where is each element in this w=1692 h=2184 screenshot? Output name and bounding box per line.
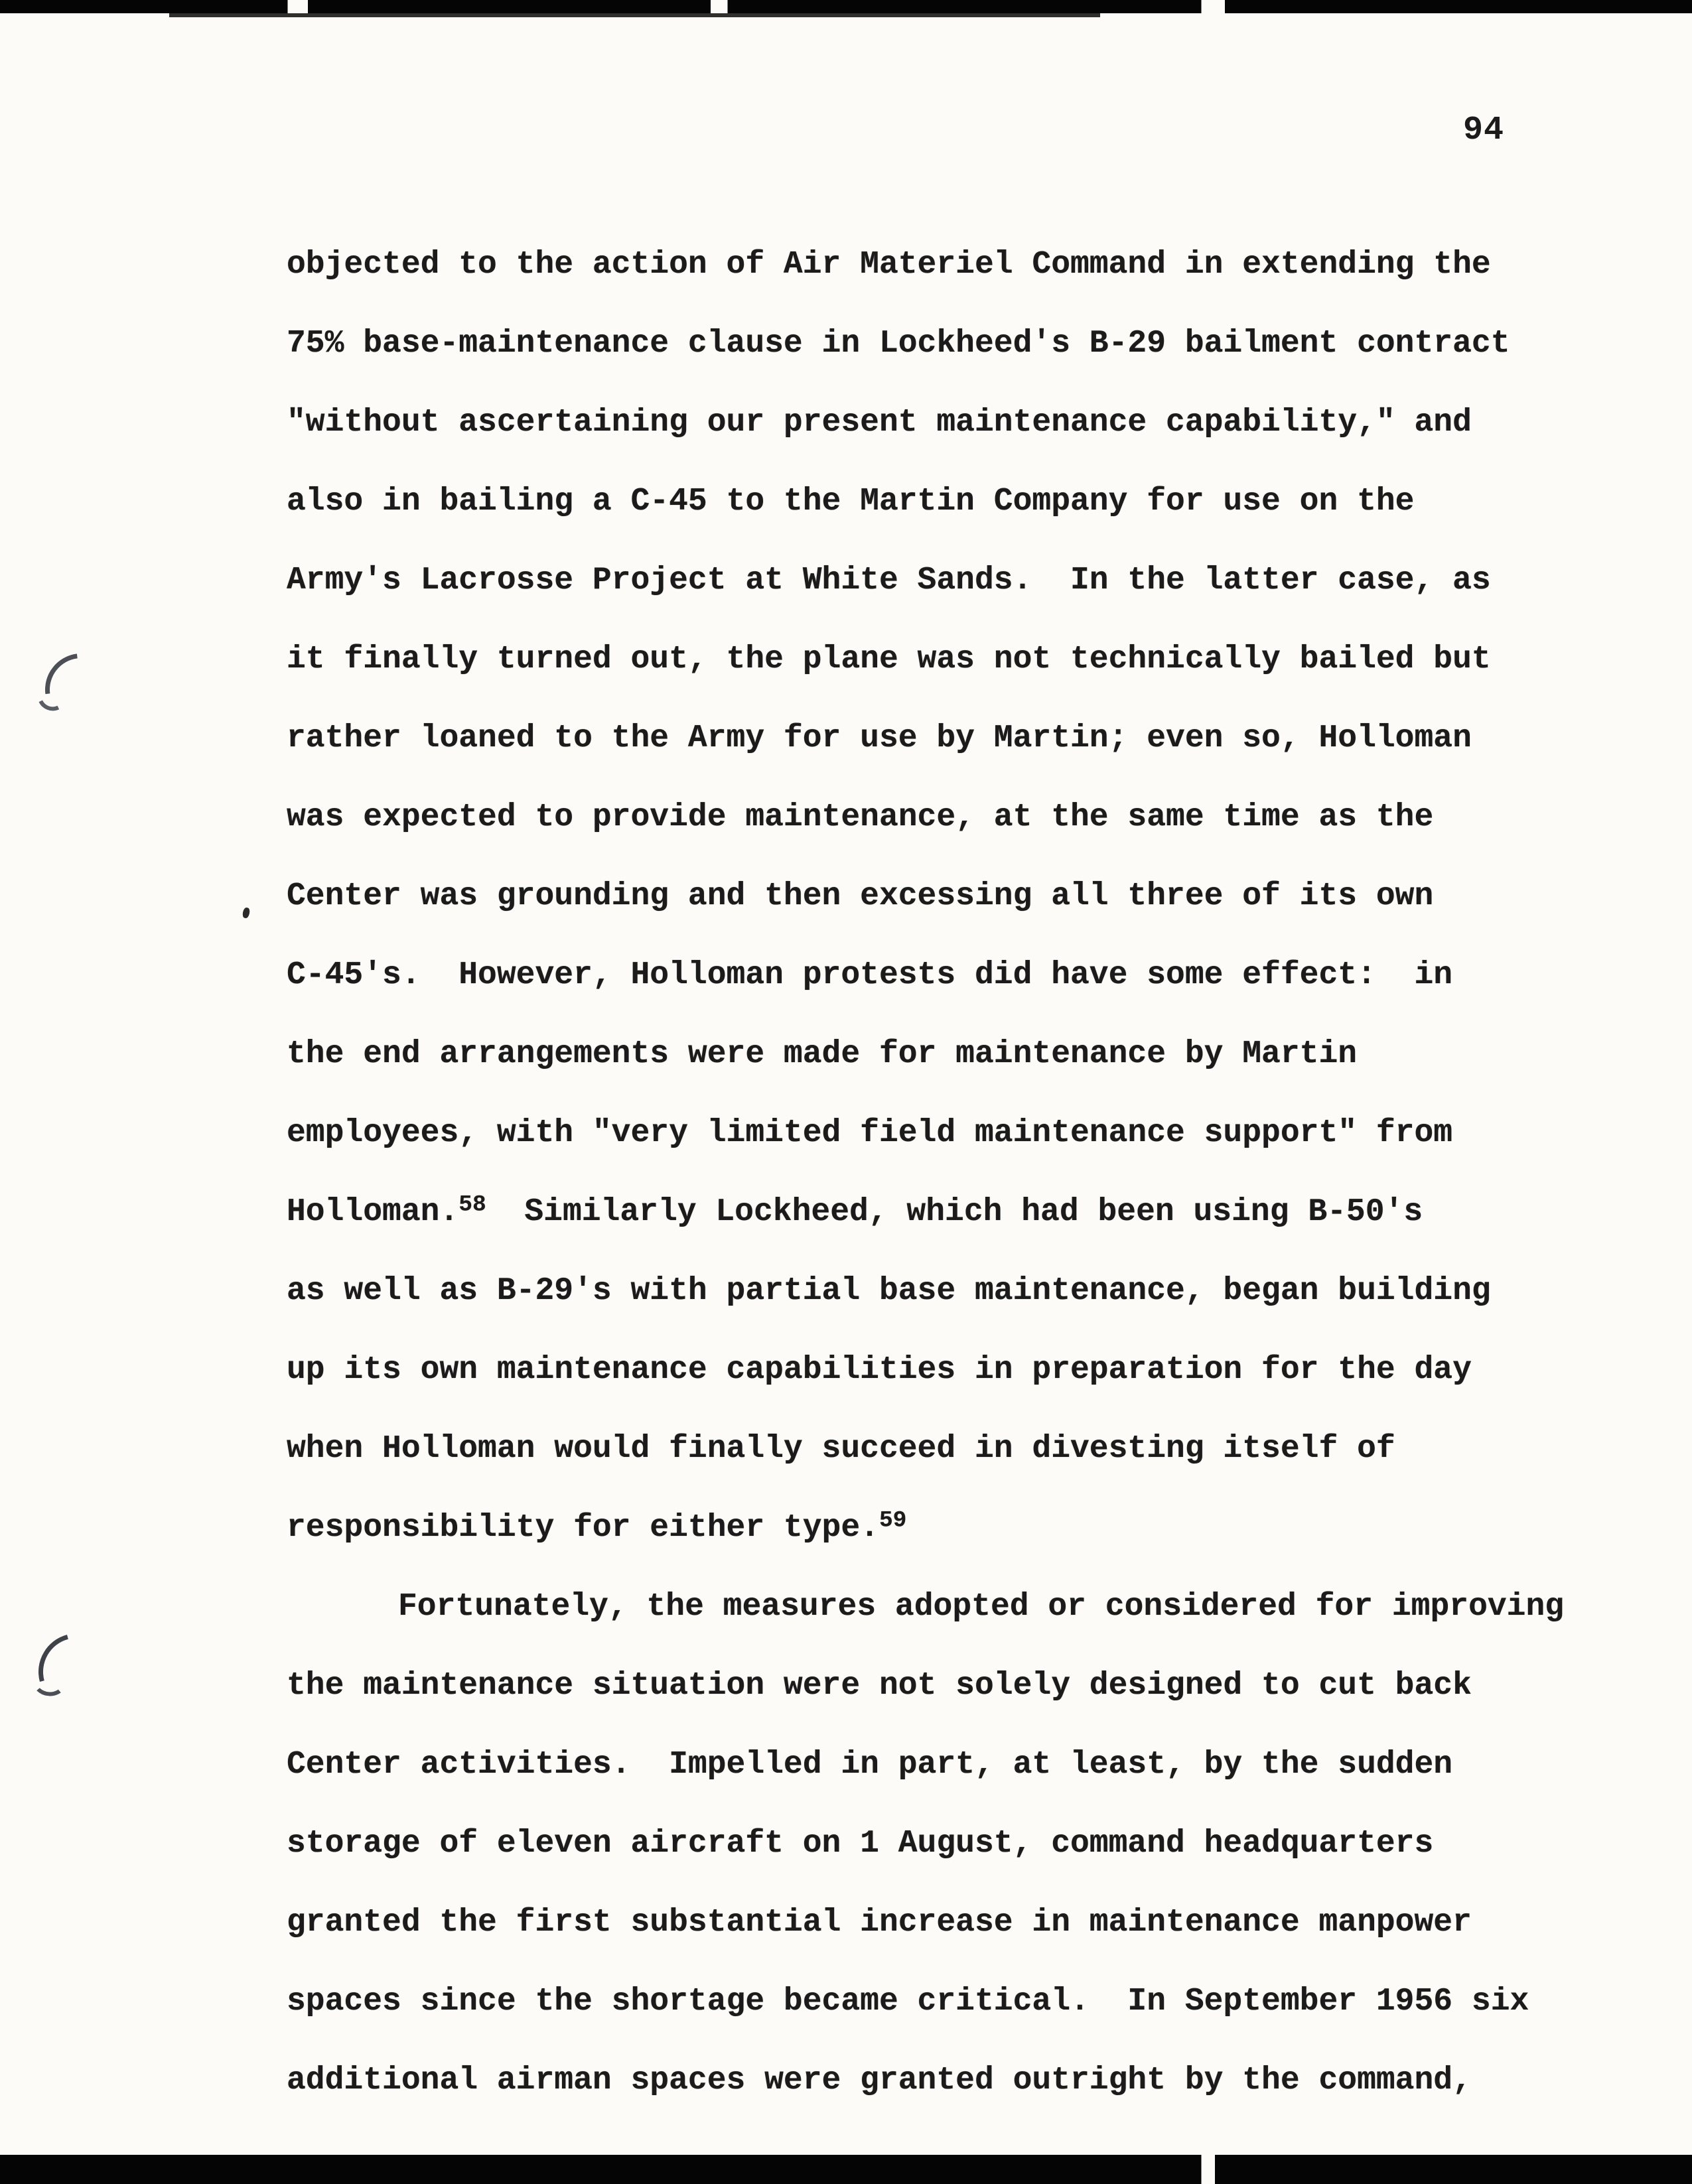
- text-line: [287, 1647, 1600, 1726]
- text-line: [287, 541, 1600, 620]
- text-line: [287, 936, 1600, 1015]
- text-segment: Holloman.: [287, 1194, 459, 1230]
- ink-speck-icon: [242, 907, 250, 919]
- text-line: [287, 462, 1600, 541]
- text-segment: 75% base-maintenance clause in Lockheed's B-29 bailment contract: [287, 326, 1510, 362]
- margin-pencil-mark-icon: [25, 1619, 129, 1724]
- text-segment: Center activities. Impelled in part, at least, by the sudden: [287, 1747, 1453, 1783]
- text-line: [287, 383, 1600, 462]
- text-segment: spaces since the shortage became critical. In September 1956 six: [287, 1984, 1529, 2019]
- text-line: [287, 226, 1600, 305]
- text-segment: granted the first substantial increase in maintenance manpower: [287, 1905, 1472, 1941]
- text-line: [287, 2041, 1600, 2120]
- text-segment: was expected to provide maintenance, at the same time as the: [287, 799, 1434, 835]
- text-line: [287, 699, 1600, 778]
- footnote-ref: 58: [458, 1192, 486, 1218]
- text-line: [287, 620, 1600, 699]
- text-segment: employees, with "very limited field maintenance support" from: [287, 1115, 1453, 1151]
- text-segment: "without ascertaining our present maintenance capability," and: [287, 405, 1472, 441]
- scan-artifact-top-edge: [0, 0, 1692, 13]
- text-line: [287, 1015, 1600, 1094]
- scan-artifact-bottom-edge: [0, 2155, 1692, 2184]
- text-segment: responsibility for either type.: [287, 1510, 879, 1546]
- text-line: [287, 1805, 1600, 1883]
- text-line: [287, 1252, 1600, 1331]
- text-block: [287, 226, 1600, 2120]
- text-line: [287, 778, 1600, 857]
- text-segment: storage of eleven aircraft on 1 August, command headquarters: [287, 1826, 1434, 1862]
- text-segment: also in bailing a C-45 to the Martin Company for use on the: [287, 484, 1415, 519]
- paragraph: [287, 1568, 1600, 2120]
- text-line: [287, 1094, 1600, 1173]
- text-segment: Center was grounding and then excessing all three of its own: [287, 878, 1434, 914]
- text-line: [287, 1410, 1600, 1489]
- paragraph: [287, 226, 1600, 1568]
- text-segment: objected to the action of Air Materiel Command in extending the: [287, 247, 1491, 283]
- text-segment: up its own maintenance capabilities in preparation for the day: [287, 1352, 1472, 1388]
- text-segment: it finally turned out, the plane was not technically bailed but: [287, 642, 1491, 677]
- text-line: [287, 305, 1600, 383]
- text-segment: the end arrangements were made for maintenance by Martin: [287, 1036, 1358, 1072]
- text-line: [287, 1489, 1600, 1568]
- margin-pencil-mark-icon: [31, 639, 132, 740]
- page-number: 94: [1463, 111, 1505, 149]
- text-segment: Similarly Lockheed, which had been using B-50's: [486, 1194, 1423, 1230]
- text-segment: as well as B-29's with partial base maintenance, began building: [287, 1273, 1491, 1309]
- text-line: [287, 1726, 1600, 1805]
- text-line: [287, 1173, 1600, 1252]
- text-line: [287, 1962, 1600, 2041]
- text-segment: Army's Lacrosse Project at White Sands. In the latter case, as: [287, 563, 1491, 598]
- text-line: [287, 857, 1600, 936]
- text-segment: the maintenance situation were not solely designed to cut back: [287, 1668, 1472, 1704]
- text-line: [287, 1883, 1600, 1962]
- text-segment: Fortunately, the measures adopted or considered for improving: [398, 1589, 1565, 1625]
- text-line: [287, 1568, 1600, 1647]
- text-segment: when Holloman would finally succeed in divesting itself of: [287, 1431, 1395, 1467]
- text-segment: rather loaned to the Army for use by Martin; even so, Holloman: [287, 720, 1472, 756]
- text-segment: additional airman spaces were granted outright by the command,: [287, 2063, 1472, 2098]
- text-line: [287, 1331, 1600, 1410]
- footnote-ref: 59: [879, 1507, 907, 1534]
- text-segment: C-45's. However, Holloman protests did have some effect: in: [287, 957, 1453, 993]
